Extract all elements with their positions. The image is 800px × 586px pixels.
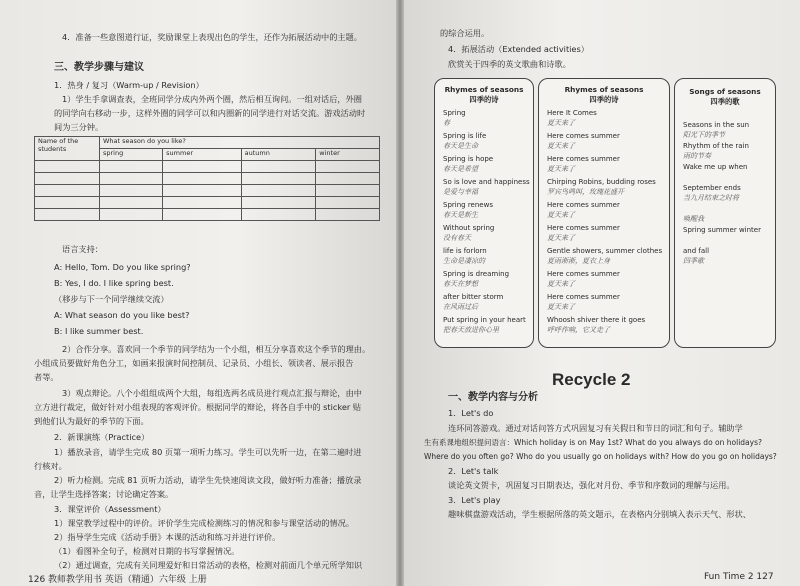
poem-line-cn: 没有春天 [443,234,471,242]
para2: 2）合作分享。喜欢同一个季节的同学结为一个小组，相互分享喜欢这个季节的理由。 [62,344,371,354]
table-header-question: What season do you like? [100,137,380,149]
poem-line-en: life is forlorn [443,247,487,255]
eval-line: 2）指导学生完成《活动手册》本课的活动和练习并进行评价。 [54,532,281,542]
poem-title-cn: 四季的歌 [710,97,740,106]
poem-line-cn: 春天在梦想 [443,280,478,288]
para3: 3）观点辩论。八个小组组成两个大组，每组选两名成员进行观点汇报与辩论，由中 [62,388,362,398]
poem-line-cn: 雨的节奏 [683,152,711,160]
lets-talk-title: 2．Let's talk [448,466,499,476]
practice-line: 1）播放录音，请学生完成 80 页第一项听力练习。学生可以先听一边，在第二遍时进 [54,447,362,457]
dialogue-line: B: Yes, I do. I like spring best. [54,278,174,288]
season-header: winter [316,149,380,161]
poem-line-en: Spring summer winter [683,226,761,234]
poem-line-cn: 夏天来了 [547,119,575,127]
lets-do-text: Where do you often go? Who do you usually go on holidays with? How do you go on holidays? [424,452,777,461]
lets-play-title: 3．Let's play [448,495,501,505]
table-row [35,173,380,185]
step1-title: 1．热身 / 复习（Warm-up / Revision） [54,80,204,90]
para2: 小组成员要做好角色分工，如画来报演时间控制员、记录员、小组长、领读者、展示报告 [34,358,354,368]
poem-line-en: Spring is hope [443,155,494,163]
poem-line-cn: 当九月结束之时将 [683,194,739,202]
practice-line: 2）听力检测。完成 81 页听力活动，请学生先快速阅读文段，做好听力准备；播放录 [54,475,362,485]
eval-title: 3．课堂评价（Assessment） [54,504,166,514]
section-title: 三、教学步骤与建议 [54,62,144,73]
recycle-title: Recycle 2 [552,370,631,389]
table-row [35,209,380,221]
poem-line-en: Chirping Robins, budding roses [547,178,656,186]
poem-line-en: Put spring in your heart [443,316,526,324]
survey-table [34,136,380,221]
eval-line: 1）课堂教学过程中的评价。评价学生完成检测练习的情况和参与课堂活动的情况。 [54,518,354,528]
poem-line-cn: 生命是凄凉的 [443,257,485,265]
table-row [35,197,380,209]
season-header: spring [100,149,163,161]
practice-line: 行核对。 [34,461,67,471]
poem-line-cn: 春天是新生 [443,211,478,219]
recycle-section: 一、教学内容与分析 [448,392,538,403]
para3: 立方进行裁定，做好针对小组表现的客观评价。根据同学的辩论，将各自手中的 sticker 贴 [34,402,362,412]
poem-line-en: Here comes summer [547,224,620,232]
table-header-name: Name of the students [35,137,100,161]
ext-title: 4．拓展活动（Extended activities） [448,44,589,54]
right-page [404,0,800,586]
poem-line-en: and fall [683,247,710,255]
poem-line-en: Here comes summer [547,155,620,163]
para2: 者等。 [34,372,59,382]
step1-text: 的同学向右移动一步，这样外圈的同学可以和内圈新的同学进行对话交流。游戏活动时 [54,108,366,118]
ext-text: 欣赏关于四季的英文歌曲和诗歌。 [448,59,571,69]
poem-line-cn: 呼呼作响，它又走了 [547,326,610,334]
lets-talk-text: 谈论英文贺卡，巩固复习日期表达，强化对月份、季节和序数词的理解与运用。 [448,480,735,490]
poem-line-en: Here comes summer [547,201,620,209]
book-gutter [396,0,404,586]
poem-line-cn: 春天是生命 [443,142,478,150]
poem-title-en: Rhymes of seasons [564,85,644,94]
poem-title-en: Songs of seasons [689,87,761,96]
poem-line-cn: 把春天放进你心里 [443,326,499,334]
poem-box-1 [434,78,534,348]
dialogue-line: A: Hello, Tom. Do you like spring? [54,262,191,272]
poem-title-cn: 四季的诗 [469,95,499,104]
practice-line: 音，让学生选择答案；讨论确定答案。 [34,489,174,499]
eval-line: （2）通过调查，完成有关同理爱好和日常活动的表格，检测对前面几个单元所学知识 [54,560,363,570]
poem-line-en: Without spring [443,224,495,232]
poem-line-en: Seasons in the sun [683,121,750,129]
step1-text: 间为三分钟。 [54,122,104,132]
page-footer-right: Fun Time 2 127 [704,572,774,582]
dialogue-title: 语言支持： [62,244,103,254]
poem-line-en: Spring is dreaming [443,270,510,278]
prep-line: 4．准备一些意图道行证，奖励课堂上表现出色的学生，还作为拓展活动中的主题。 [62,32,362,42]
poem-line-cn: 罗宾鸟鸣叫，玫瑰花盛开 [547,188,624,196]
poem-box-2 [538,78,670,348]
season-header: summer [163,149,241,161]
poem-line-en: So is love and happiness [443,178,530,186]
poem-line-en: Spring is life [443,132,487,140]
poem-title-cn: 四季的诗 [589,95,619,104]
table-row [35,161,380,173]
left-page [0,0,396,586]
poem-line-cn: 在风雨过后 [443,303,478,311]
poem-line-en: after bitter storm [443,293,504,301]
poem-line-cn: 夏天来了 [547,142,575,150]
poem-box-3 [674,78,776,348]
poem-line-cn: 夏天来了 [547,211,575,219]
poem-line-cn: 春 [443,119,450,127]
poem-line-en: Gentle showers, summer clothes [547,247,663,255]
poem-title-en: Rhymes of seasons [444,85,524,94]
practice-title: 2．新课演练（Practice） [54,432,150,442]
poem-line-cn: 夏天来了 [547,165,575,173]
lets-do-text: 生有系课地组织提问语言：Which holiday is on May 1st? What do you always do on holidays? [424,438,762,447]
lets-do-text: 连环同答游戏。通过对话问答方式巩固复习有关假日和节日的词汇和句子。辅助学 [448,423,743,433]
poem-line-cn: 四季歌 [683,257,704,265]
poem-line-en: September ends [683,184,741,192]
page-footer-left: 126 教师教学用书 英语（精通）六年级 上册 [28,575,207,585]
lets-play-text: 趣味棋盘游戏活动，学生根据所落的英文题示，在表格内分别填入表示天气、形状、 [448,509,751,519]
poem-line-en: Wake me up when [683,163,748,171]
poem-line-cn: 夏天来了 [547,234,575,242]
poem-line-cn: 唤醒我 [683,215,704,223]
poem-line-en: Here comes summer [547,270,620,278]
poem-line-cn: 夏雨淅淅，夏衣上身 [547,257,610,265]
dialogue-line: （移步与下一个同学继续交流） [54,294,169,304]
poem-line-cn: 是爱与幸福 [443,188,478,196]
poem-line-cn: 夏天来了 [547,303,575,311]
lets-do-title: 1．Let's do [448,408,494,418]
dialogue-line: A: What season do you like best? [54,310,190,320]
poem-line-cn: 阳光下的季节 [683,131,725,139]
season-header: autumn [241,149,316,161]
poem-line-cn: 春天是希望 [443,165,478,173]
poem-line-en: Here comes summer [547,132,620,140]
poem-line-en: Here comes summer [547,293,620,301]
table-row [35,185,380,197]
eval-line: （1）看图补全句子，检测对日期的书写掌握情况。 [54,546,240,556]
para3: 到他们认为最好的季节的下面。 [34,416,149,426]
poem-line-en: Here It Comes [547,109,597,117]
poem-line-cn: 夏天来了 [547,280,575,288]
poem-line-en: Spring renews [443,201,493,209]
dialogue-line: B: I like summer best. [54,326,144,336]
poem-line-en: Rhythm of the rain [683,142,749,150]
poem-line-en: Whoosh shiver there it goes [547,316,646,324]
top-line: 的综合运用。 [440,28,490,38]
poem-line-en: Spring [443,109,466,117]
step1-text: 1）学生手拿调查表，全班同学分成内外两个圈，然后相互询问。一组对话后，外圈 [62,94,362,104]
